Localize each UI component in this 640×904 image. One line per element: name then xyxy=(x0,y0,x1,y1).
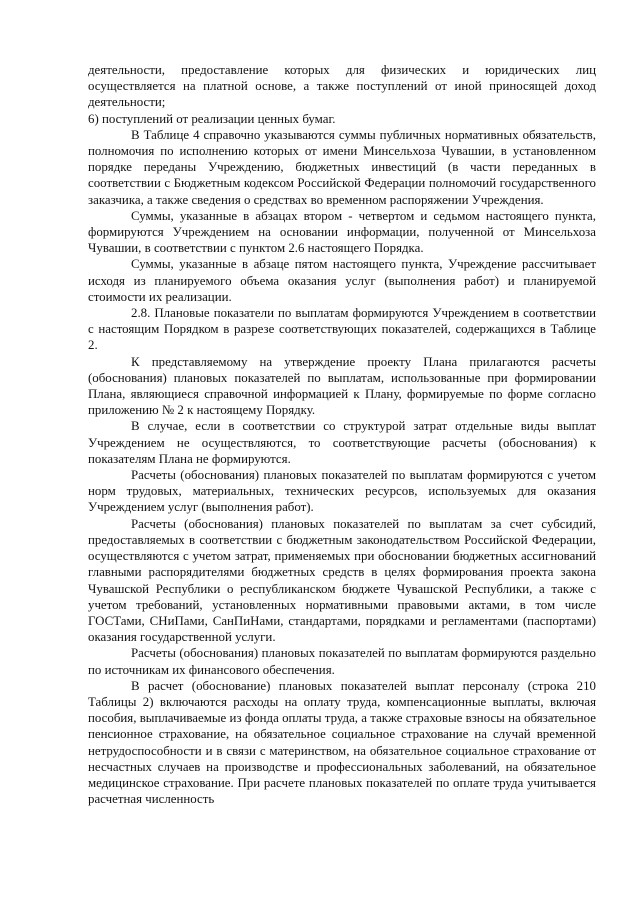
paragraph-5: Суммы, указанные в абзаце пятом настоящего пункта, Учреждение рассчитывает исходя из планируемого объема оказания услуг (выполнения работ) и планируемой стоимости их реализации. xyxy=(88,257,596,304)
paragraph-10: Расчеты (обоснования) плановых показателей по выплатам за счет субсидий, предоставляемых в соответствии с бюджетным законодательством Российской Федерации, осуществляются с учетом затрат, применяемых при обосновании бюджетных ассигнований главными распорядителями бюджетных средств в целях формирования проекта закона Чувашской Республики о республиканском бюджете Чувашской Республики, а также с учетом требований, установленных нормативными правовыми актами, в том числе ГОСТами, СНиПами, СанПиНами, стандартами, порядками и регламентами (паспортами) оказания государственной услуги. xyxy=(88,516,596,645)
paragraph-4: Суммы, указанные в абзацах втором - четвертом и седьмом настоящего пункта, формируются Учреждением на основании информации, полученной от Минсельхоза Чувашии, в соответствии с пунктом 2.6 настоящего Порядка. xyxy=(88,208,596,256)
paragraph-8: В случае, если в соответствии со структурой затрат отдельные виды выплат Учреждением не осуществляются, то соответствующие расчеты (обоснования) к показателям Плана не формируются. xyxy=(88,419,596,466)
paragraph-6: 2.8. Плановые показатели по выплатам формируются Учреждением в соответствии с настоящим Порядком в разрезе соответствующих показателей, содержащихся в Таблице 2. xyxy=(88,306,596,353)
paragraph-11: Расчеты (обоснования) плановых показателей по выплатам формируются раздельно по источникам их финансового обеспечения. xyxy=(88,646,596,677)
paragraph-3: В Таблице 4 справочно указываются суммы публичных нормативных обязательств, полномочия по исполнению которых от имени Минсельхоза Чувашии, в установленном порядке переданы Учреждению, бюджетных инвестиций (в части переданных в соответствии с Бюджетным кодексом Российской Федерации полномочий государственного заказчика, а также сведения о средствах во временном распоряжении Учреждения. xyxy=(88,127,596,207)
paragraph-2: 6) поступлений от реализации ценных бумаг. xyxy=(88,111,336,126)
paragraph-1: деятельности, предоставление которых для физических и юридических лиц осуществляется на платной основе, а также поступлений от иной приносящей доход деятельности; xyxy=(88,63,596,110)
paragraph-7: К представляемому на утверждение проекту Плана прилагаются расчеты (обоснования) плановых показателей по выплатам, использованные при формировании Плана, являющиеся справочной информацией к Плану, формируемые по форме согласно приложению № 2 к настоящему Порядку. xyxy=(88,354,596,418)
paragraph-12: В расчет (обоснование) плановых показателей выплат персоналу (строка 210 Таблицы 2) включаются расходы на оплату труда, компенсационные выплаты, включая пособия, выплачиваемые из фонда оплаты труда, а также страховые взносы на обязательное пенсионное страхование, на обязательное социальное страхование на случай временной нетрудоспособности и в связи с материнством, на обязательное социальное страхование от несчастных случаев на производстве и профессиональных заболеваний, на обязательное медицинское страхование. При расчете плановых показателей по оплате труда учитывается расчетная численность xyxy=(88,678,596,807)
document-page xyxy=(88,62,596,807)
paragraph-9: Расчеты (обоснования) плановых показателей по выплатам формируются с учетом норм трудовых, материальных, технических ресурсов, используемых для оказания Учреждением услуг (выполнения работ). xyxy=(88,468,596,515)
